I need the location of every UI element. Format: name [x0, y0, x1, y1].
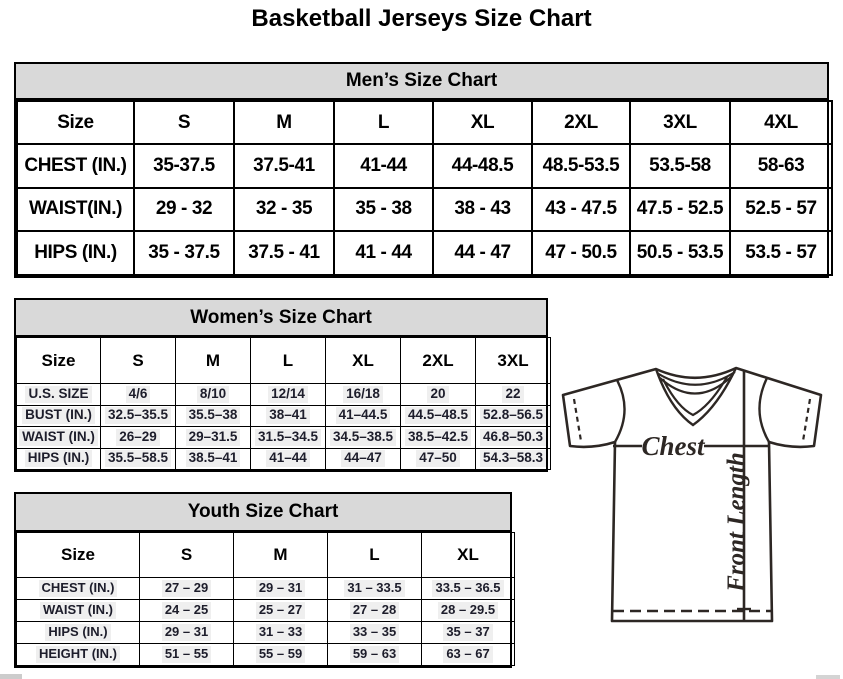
highlighted-value: 55 – 59 — [256, 646, 305, 662]
women-size-cell — [176, 384, 251, 406]
youth-size-cell — [140, 622, 234, 644]
highlighted-value: 38.5–42.5 — [405, 429, 471, 446]
women-size-cell — [476, 384, 551, 406]
highlighted-value: 47–50 — [416, 450, 460, 467]
youth-size-cell — [140, 578, 234, 600]
men-size-cell: 50.5 - 53.5 — [630, 231, 730, 275]
youth-column-header-size: Size — [17, 533, 140, 578]
women-column-header-m: M — [176, 338, 251, 384]
women-table-row — [17, 405, 551, 427]
men-size-cell: 35 - 38 — [334, 188, 433, 232]
women-size-cell — [101, 448, 176, 470]
women-size-cell — [326, 405, 401, 427]
highlighted-value: 34.5–38.5 — [330, 429, 396, 446]
highlighted-value: 27 – 29 — [162, 580, 211, 596]
highlighted-value: 31.5–34.5 — [255, 429, 321, 446]
highlighted-value: 12/14 — [268, 386, 308, 403]
women-size-cell — [176, 448, 251, 470]
men-size-cell: 53.5-58 — [630, 144, 730, 188]
women-table-row — [17, 427, 551, 449]
womens-size-chart — [14, 298, 548, 472]
men-size-cell: 47 - 50.5 — [532, 231, 630, 275]
highlighted-value: 32.5–35.5 — [105, 407, 171, 424]
women-column-header-xl: XL — [326, 338, 401, 384]
youth-size-cell — [328, 644, 422, 666]
women-column-header-s: S — [101, 338, 176, 384]
highlighted-value: WAIST (IN.) — [40, 602, 116, 618]
highlighted-value: 63 – 67 — [443, 646, 492, 662]
youth-table-row — [17, 644, 515, 666]
youth-size-chart — [14, 492, 512, 668]
men-row-label: CHEST (IN.) — [17, 144, 134, 188]
men-size-cell: 44 - 47 — [433, 231, 532, 275]
youth-column-header-xl: XL — [422, 533, 515, 578]
youth-size-cell — [140, 644, 234, 666]
men-size-cell: 35 - 37.5 — [134, 231, 234, 275]
women-size-cell — [401, 405, 476, 427]
highlighted-value: 20 — [427, 386, 448, 403]
men-size-cell: 38 - 43 — [433, 188, 532, 232]
men-size-cell: 52.5 - 57 — [730, 188, 832, 232]
men-row-label: WAIST(IN.) — [17, 188, 134, 232]
highlighted-value: 8/10 — [197, 386, 229, 403]
youth-table-row — [17, 600, 515, 622]
women-size-cell — [401, 427, 476, 449]
highlighted-value: 4/6 — [126, 386, 151, 403]
women-size-cell — [401, 448, 476, 470]
men-size-cell: 41-44 — [334, 144, 433, 188]
women-size-cell — [326, 427, 401, 449]
jersey-diagram-svg — [553, 360, 843, 632]
women-size-cell — [251, 448, 326, 470]
highlighted-value: 38–41 — [266, 407, 310, 424]
women-table-row — [17, 384, 551, 406]
men-table-row — [17, 231, 832, 275]
women-size-cell — [251, 384, 326, 406]
men-chart-title: Men’s Size Chart — [16, 64, 827, 100]
men-table-row — [17, 144, 832, 188]
highlighted-value: 33 – 35 — [350, 624, 399, 640]
youth-table-row — [17, 622, 515, 644]
youth-row-label — [17, 622, 140, 644]
women-size-cell — [326, 384, 401, 406]
highlighted-value: 33.5 – 36.5 — [432, 580, 503, 596]
page-title: Basketball Jerseys Size Chart — [251, 5, 592, 32]
youth-size-cell — [234, 622, 328, 644]
highlighted-value: HIPS (IN.) — [45, 624, 110, 640]
youth-column-header-m: M — [234, 533, 328, 578]
men-size-cell: 47.5 - 52.5 — [630, 188, 730, 232]
women-size-table — [16, 337, 551, 470]
highlighted-value: 31 – 33 — [256, 624, 305, 640]
youth-row-label — [17, 644, 140, 666]
youth-size-cell — [328, 622, 422, 644]
highlighted-value: HIPS (IN.) — [25, 450, 93, 467]
youth-column-header-s: S — [140, 533, 234, 578]
highlighted-value: 35 – 37 — [443, 624, 492, 640]
highlighted-value: 26–29 — [116, 429, 160, 446]
men-size-cell: 53.5 - 57 — [730, 231, 832, 275]
youth-row-label — [17, 578, 140, 600]
men-size-cell: 37.5-41 — [234, 144, 334, 188]
youth-size-cell — [422, 600, 515, 622]
men-size-table — [16, 100, 833, 276]
men-size-cell: 32 - 35 — [234, 188, 334, 232]
women-row-label — [17, 448, 101, 470]
highlighted-value: 25 – 27 — [256, 602, 305, 618]
horizontal-scrollbar-fragment-left[interactable] — [0, 674, 22, 679]
youth-size-cell — [422, 578, 515, 600]
highlighted-value: 29 – 31 — [256, 580, 305, 596]
men-column-header-xl: XL — [433, 101, 532, 144]
women-header-row — [17, 338, 551, 384]
women-row-label — [17, 427, 101, 449]
highlighted-value: 29 – 31 — [162, 624, 211, 640]
highlighted-value: 28 – 29.5 — [438, 602, 498, 618]
women-size-cell — [176, 405, 251, 427]
women-size-cell — [401, 384, 476, 406]
women-size-cell — [101, 405, 176, 427]
men-size-cell: 29 - 32 — [134, 188, 234, 232]
men-size-cell: 37.5 - 41 — [234, 231, 334, 275]
women-size-cell — [101, 384, 176, 406]
highlighted-value: 24 – 25 — [162, 602, 211, 618]
men-column-header-s: S — [134, 101, 234, 144]
youth-table-row — [17, 578, 515, 600]
highlighted-value: 31 – 33.5 — [344, 580, 404, 596]
highlighted-value: 35.5–38 — [186, 407, 241, 424]
jersey-outline — [563, 368, 821, 621]
chest-label: Chest — [641, 431, 705, 461]
highlighted-value: HEIGHT (IN.) — [36, 646, 120, 662]
women-size-cell — [101, 427, 176, 449]
women-size-cell — [476, 427, 551, 449]
youth-size-table — [16, 532, 515, 666]
youth-size-cell — [140, 600, 234, 622]
women-column-header-2xl: 2XL — [401, 338, 476, 384]
highlighted-value: 41–44 — [266, 450, 310, 467]
highlighted-value: 38.5–41 — [186, 450, 241, 467]
highlighted-value: 59 – 63 — [350, 646, 399, 662]
jersey-measurement-diagram — [553, 360, 843, 632]
men-column-header-size: Size — [17, 101, 134, 144]
women-column-header-3xl: 3XL — [476, 338, 551, 384]
women-column-header-l: L — [251, 338, 326, 384]
women-size-cell — [326, 448, 401, 470]
women-size-cell — [476, 448, 551, 470]
women-size-cell — [251, 405, 326, 427]
highlighted-value: U.S. SIZE — [25, 386, 91, 403]
men-column-header-m: M — [234, 101, 334, 144]
highlighted-value: 52.8–56.5 — [480, 407, 546, 424]
youth-size-cell — [234, 600, 328, 622]
men-size-cell: 58-63 — [730, 144, 832, 188]
men-table-row — [17, 188, 832, 232]
youth-row-label — [17, 600, 140, 622]
women-chart-title: Women’s Size Chart — [16, 300, 546, 337]
highlighted-value: 41–44.5 — [336, 407, 391, 424]
men-size-cell: 41 - 44 — [334, 231, 433, 275]
highlighted-value: 35.5–58.5 — [105, 450, 171, 467]
highlighted-value: 16/18 — [343, 386, 383, 403]
highlighted-value: 44–47 — [341, 450, 385, 467]
women-size-cell — [476, 405, 551, 427]
men-column-header-l: L — [334, 101, 433, 144]
front-length-label: Front Length — [723, 452, 750, 592]
highlighted-value: BUST (IN.) — [22, 407, 95, 424]
men-column-header-3xl: 3XL — [630, 101, 730, 144]
mens-size-chart — [14, 62, 829, 278]
men-size-cell: 43 - 47.5 — [532, 188, 630, 232]
youth-size-cell — [234, 578, 328, 600]
highlighted-value: WAIST (IN.) — [19, 429, 98, 446]
women-size-cell — [176, 427, 251, 449]
men-column-header-2xl: 2XL — [532, 101, 630, 144]
youth-size-cell — [422, 622, 515, 644]
men-size-cell: 48.5-53.5 — [532, 144, 630, 188]
youth-column-header-l: L — [328, 533, 422, 578]
women-table-row — [17, 448, 551, 470]
men-size-cell: 44-48.5 — [433, 144, 532, 188]
youth-chart-title: Youth Size Chart — [16, 494, 510, 532]
women-row-label — [17, 384, 101, 406]
highlighted-value: 29–31.5 — [186, 429, 241, 446]
horizontal-scrollbar-fragment-right[interactable] — [816, 675, 840, 679]
men-size-cell: 35-37.5 — [134, 144, 234, 188]
youth-header-row — [17, 533, 515, 578]
women-row-label — [17, 405, 101, 427]
youth-size-cell — [328, 578, 422, 600]
highlighted-value: 54.3–58.3 — [480, 450, 546, 467]
women-column-header-size: Size — [17, 338, 101, 384]
highlighted-value: 51 – 55 — [162, 646, 211, 662]
highlighted-value: 46.8–50.3 — [480, 429, 546, 446]
highlighted-value: 27 – 28 — [350, 602, 399, 618]
highlighted-value: 22 — [502, 386, 523, 403]
men-header-row — [17, 101, 832, 144]
women-size-cell — [251, 427, 326, 449]
youth-size-cell — [328, 600, 422, 622]
highlighted-value: CHEST (IN.) — [39, 580, 118, 596]
youth-size-cell — [234, 644, 328, 666]
highlighted-value: 44.5–48.5 — [405, 407, 471, 424]
men-column-header-4xl: 4XL — [730, 101, 832, 144]
men-row-label: HIPS (IN.) — [17, 231, 134, 275]
youth-size-cell — [422, 644, 515, 666]
